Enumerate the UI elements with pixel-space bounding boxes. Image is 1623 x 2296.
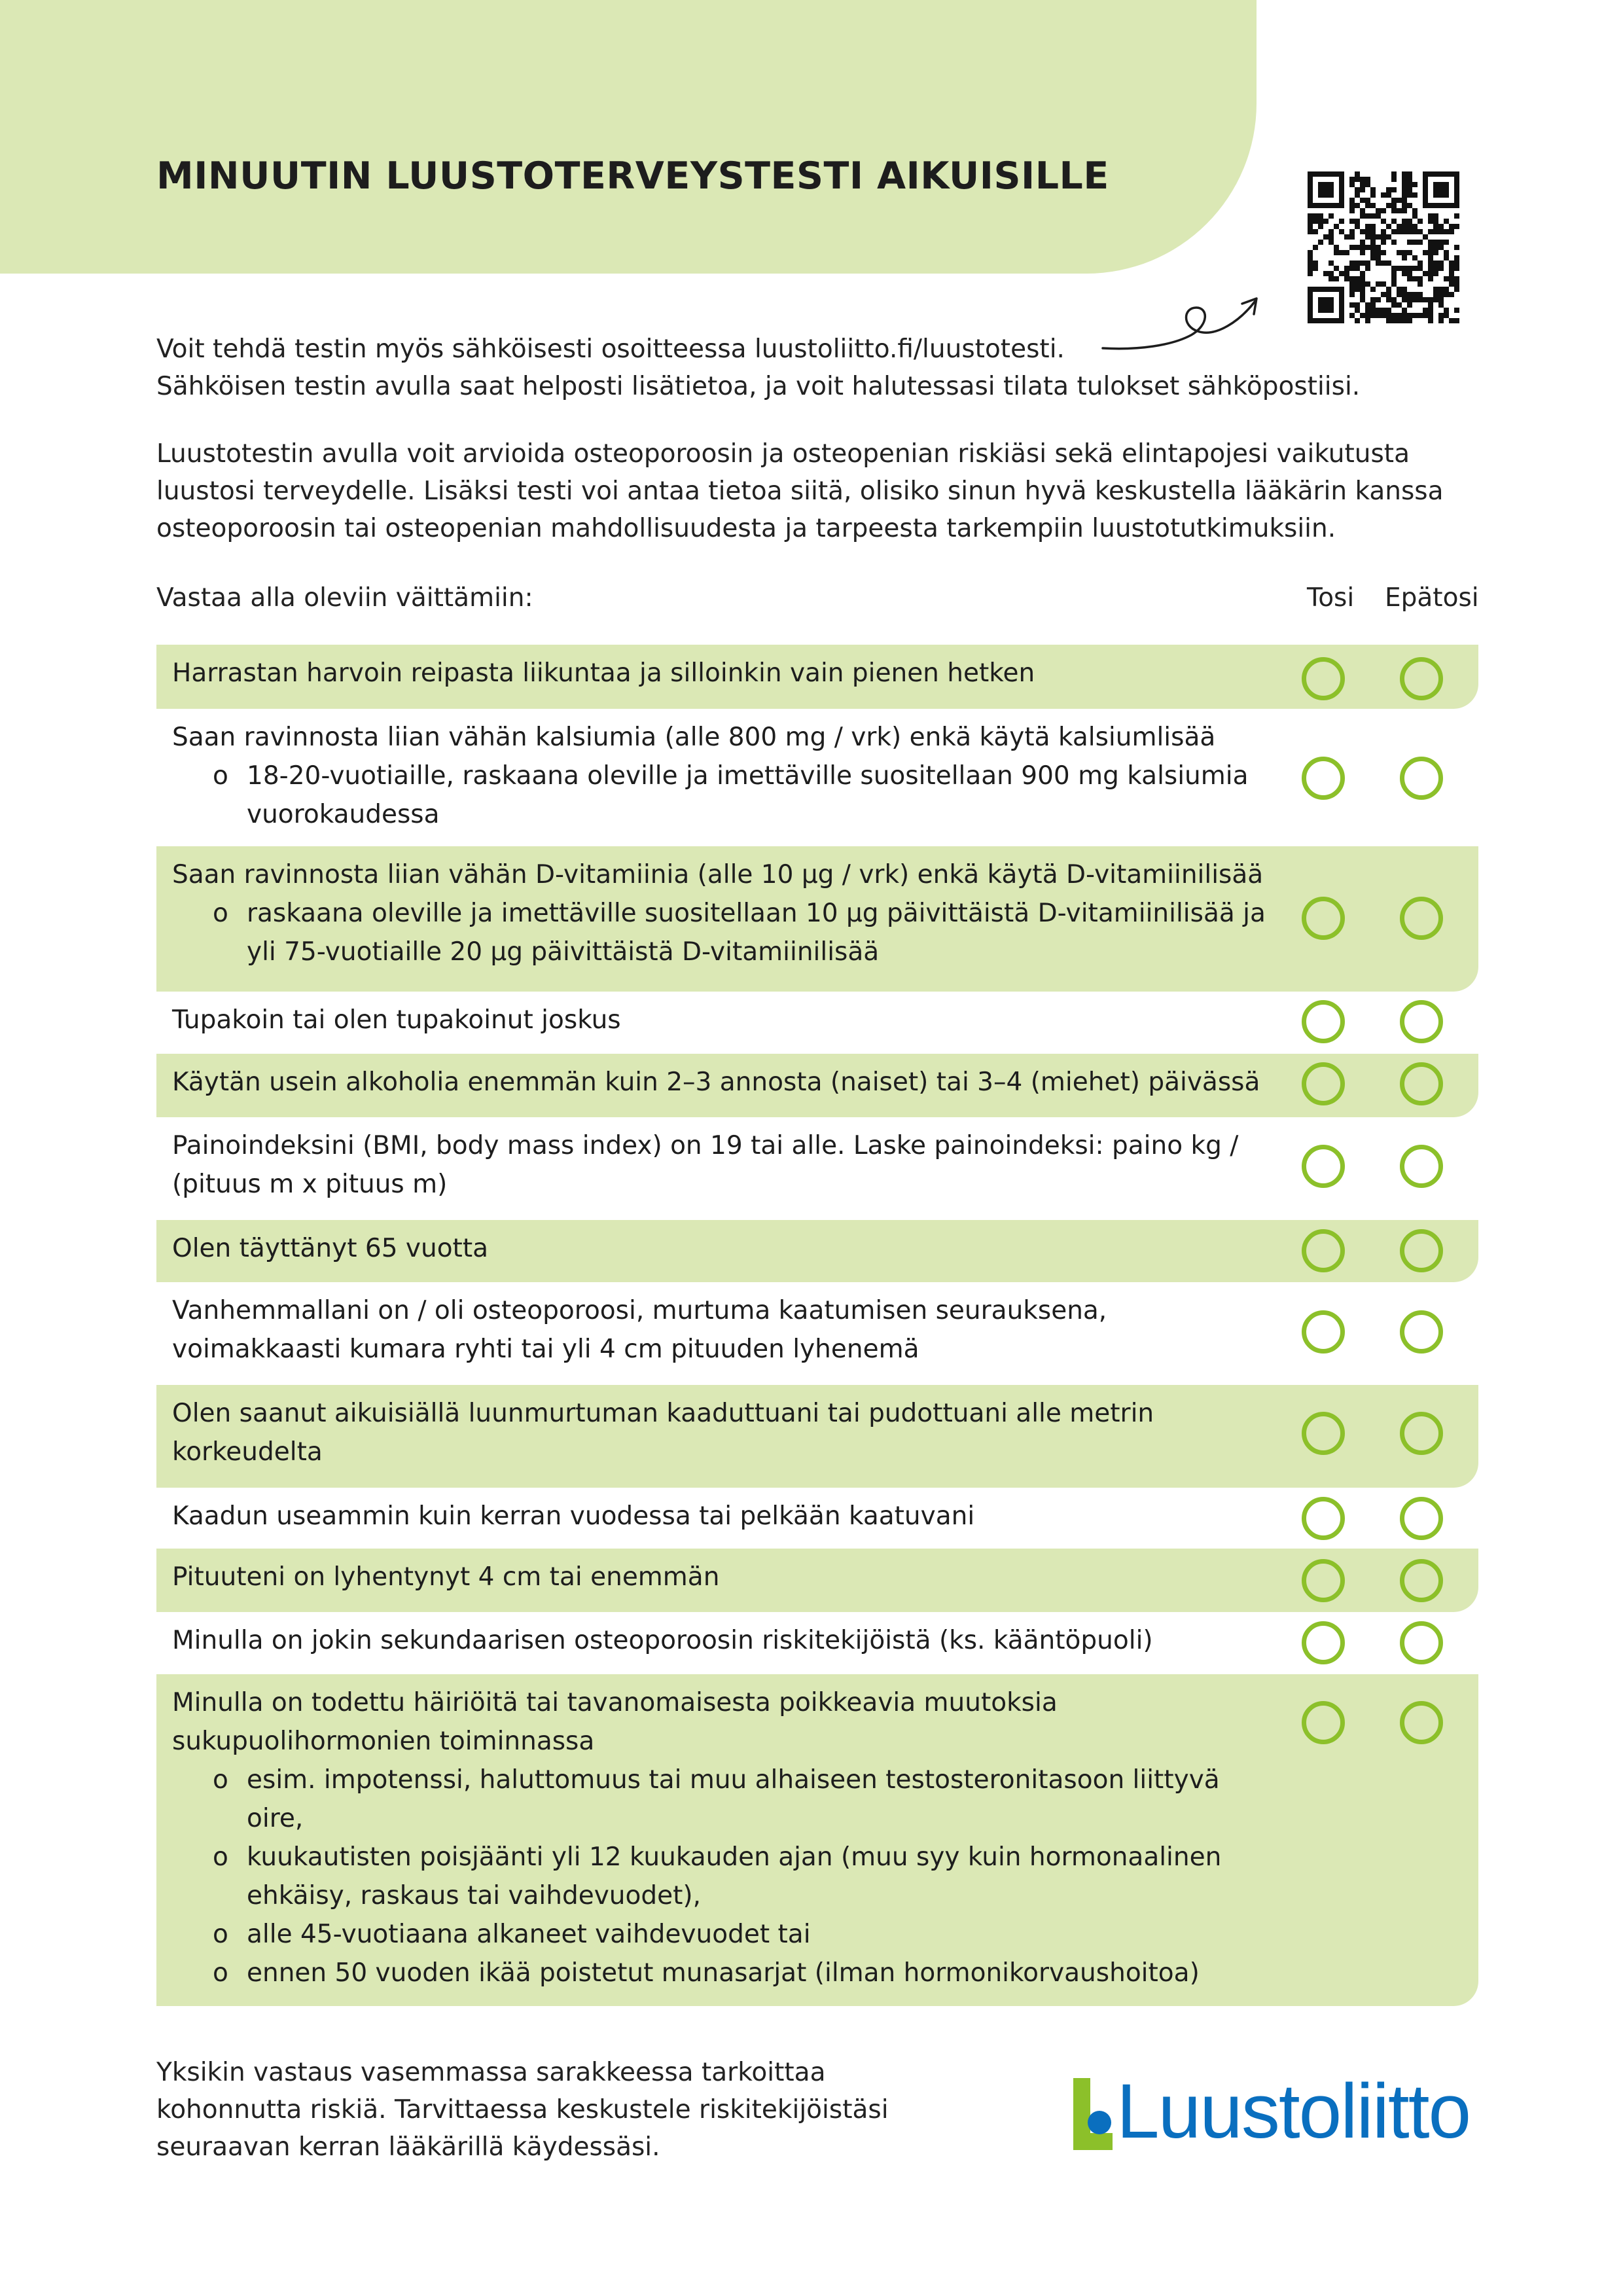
intro-line: Voit tehdä testin myös sähköisesti osoitteessa luustoliitto.fi/luustotesti. — [156, 334, 1065, 364]
question-row — [156, 1612, 1478, 1674]
logo-text: Luustoliitto — [1116, 2068, 1471, 2155]
question-row — [156, 1117, 1478, 1220]
logo-mark-icon — [1073, 2078, 1116, 2150]
intro-text — [156, 331, 1360, 405]
page-title: MINUUTIN LUUSTOTERVEYSTESTI AIKUISILLE — [156, 154, 1109, 198]
question-line: Olen saanut aikuisiällä luunmurtuman kaaduttuani tai pudottuani alle metrin — [172, 1399, 1154, 1428]
question-line: Saan ravinnosta liian vähän D-vitamiinia (alle 10 µg / vrk) enkä käytä D-vitamiinilisää — [172, 860, 1264, 889]
question-line: Painoindeksini (BMI, body mass index) on 19 tai alle. Laske painoindeksi: paino kg / — [172, 1131, 1239, 1160]
question-row — [156, 846, 1478, 992]
question-bullet-line — [172, 1954, 1221, 1992]
bullet-marker: o — [213, 899, 228, 928]
radio-false[interactable] — [1400, 1310, 1443, 1354]
question-line: sukupuolihormonien toiminnassa — [172, 1727, 595, 1756]
radio-false[interactable] — [1400, 1145, 1443, 1188]
radio-false[interactable] — [1400, 1621, 1443, 1664]
header-background — [0, 0, 1257, 274]
footer-line: seuraavan kerran lääkärillä käydessäsi. — [156, 2132, 660, 2162]
radio-true[interactable] — [1302, 1062, 1345, 1105]
radio-true[interactable] — [1302, 1559, 1345, 1602]
question-row — [156, 1549, 1478, 1612]
radio-false[interactable] — [1400, 897, 1443, 940]
question-text — [172, 1683, 1221, 1992]
bullet-text: 18-20-vuotiaille, raskaana oleville ja imettäville suositellaan 900 mg kalsiumia — [247, 761, 1249, 791]
luustoliitto-logo — [1073, 2068, 1479, 2157]
bullet-text: alle 45-vuotiaana alkaneet vaihdevuodet tai — [247, 1920, 811, 1949]
radio-false[interactable] — [1400, 1412, 1443, 1455]
question-bullet-line: ehkäisy, raskaus tai vaihdevuodet), — [247, 1881, 702, 1910]
instruction-text: Vastaa alla oleviin väittämiin: — [156, 583, 533, 613]
radio-true[interactable] — [1302, 1621, 1345, 1664]
question-text — [172, 1497, 974, 1535]
bullet-marker: o — [213, 1958, 228, 1988]
question-bullet-line — [172, 1761, 1221, 1799]
question-line: Tupakoin tai olen tupakoinut joskus — [172, 1005, 621, 1035]
question-bullet-line — [172, 1915, 1221, 1954]
question-row — [156, 1674, 1478, 2006]
radio-false[interactable] — [1400, 1062, 1443, 1105]
bullet-marker: o — [213, 1920, 228, 1949]
radio-true[interactable] — [1302, 1412, 1345, 1455]
question-row — [156, 1282, 1478, 1385]
radio-false[interactable] — [1400, 657, 1443, 700]
radio-true[interactable] — [1302, 1000, 1345, 1043]
question-text — [172, 1001, 621, 1039]
question-text — [172, 1291, 1107, 1369]
question-row — [156, 1385, 1478, 1488]
bullet-text: kuukautisten poisjäänti yli 12 kuukauden ajan (muu syy kuin hormonaalinen — [247, 1842, 1222, 1872]
question-text — [172, 1621, 1153, 1660]
question-text — [172, 1558, 719, 1596]
question-line: Vanhemmallani on / oli osteoporoosi, murtuma kaatumisen seurauksena, — [172, 1296, 1107, 1325]
question-row — [156, 1220, 1478, 1282]
question-row — [156, 1054, 1478, 1117]
question-row — [156, 709, 1478, 846]
radio-true[interactable] — [1302, 1229, 1345, 1272]
footer-text — [156, 2054, 889, 2166]
qr-code[interactable] — [1308, 171, 1459, 323]
radio-true[interactable] — [1302, 1145, 1345, 1188]
description-line: Luustotestin avulla voit arvioida osteoporoosin ja osteopenian riskiäsi sekä elintapojesi vaikutusta — [156, 439, 1410, 469]
radio-true[interactable] — [1302, 1701, 1345, 1744]
question-line: voimakkaasti kumara ryhti tai yli 4 cm pituuden lyhenemä — [172, 1335, 919, 1364]
question-row — [156, 645, 1478, 709]
question-line: Minulla on jokin sekundaarisen osteoporoosin riskitekijöistä (ks. kääntöpuoli) — [172, 1626, 1153, 1655]
question-text — [172, 718, 1249, 834]
question-line: korkeudelta — [172, 1437, 323, 1467]
radio-false[interactable] — [1400, 1701, 1443, 1744]
question-bullet-line — [172, 894, 1266, 933]
description-line: osteoporoosin tai osteopenian mahdollisuudesta ja tarpeesta tarkempiin luustotutkimuksiin. — [156, 514, 1336, 543]
question-line: Olen täyttänyt 65 vuotta — [172, 1234, 489, 1263]
question-bullet-line — [172, 757, 1249, 795]
question-text — [172, 1063, 1260, 1102]
question-line: Saan ravinnosta liian vähän kalsiumia (alle 800 mg / vrk) enkä käytä kalsiumlisää — [172, 723, 1216, 752]
question-text — [172, 654, 1035, 692]
question-line: Minulla on todettu häiriöitä tai tavanomaisesta poikkeavia muutoksia — [172, 1688, 1058, 1717]
bullet-marker: o — [213, 761, 228, 791]
bullet-text: esim. impotenssi, haluttomuus tai muu alhaiseen testosteronitasoon liittyvä — [247, 1765, 1220, 1795]
radio-false[interactable] — [1400, 1229, 1443, 1272]
description-text — [156, 435, 1444, 547]
footer-line: Yksikin vastaus vasemmassa sarakkeessa tarkoittaa — [156, 2058, 826, 2087]
radio-false[interactable] — [1400, 1559, 1443, 1602]
question-text — [172, 1394, 1154, 1471]
question-line: Harrastan harvoin reipasta liikuntaa ja silloinkin vain pienen hetken — [172, 658, 1035, 688]
radio-true[interactable] — [1302, 1497, 1345, 1540]
description-line: luustosi terveydelle. Lisäksi testi voi antaa tietoa siitä, olisiko sinun hyvä keskustella lääkärin kanssa — [156, 476, 1444, 506]
bullet-text: ennen 50 vuoden ikää poistetut munasarjat (ilman hormonikorvaushoitoa) — [247, 1958, 1200, 1988]
question-line: Pituuteni on lyhentynyt 4 cm tai enemmän — [172, 1562, 720, 1592]
radio-true[interactable] — [1302, 657, 1345, 700]
radio-false[interactable] — [1400, 1497, 1443, 1540]
question-text — [172, 855, 1266, 971]
radio-true[interactable] — [1302, 757, 1345, 800]
bullet-text: raskaana oleville ja imettäville suositellaan 10 µg päivittäistä D-vitamiinilisää ja — [247, 899, 1266, 928]
question-bullet-line — [172, 1838, 1221, 1876]
question-bullet-line: oire, — [247, 1804, 304, 1833]
column-header-false: Epätosi — [1385, 583, 1479, 613]
question-row — [156, 1488, 1478, 1549]
radio-false[interactable] — [1400, 757, 1443, 800]
question-line: (pituus m x pituus m) — [172, 1170, 448, 1199]
radio-true[interactable] — [1302, 1310, 1345, 1354]
footer-line: kohonnutta riskiä. Tarvittaessa keskustele riskitekijöistäsi — [156, 2095, 889, 2125]
intro-line: Sähköisen testin avulla saat helposti lisätietoa, ja voit halutessasi tilata tulokset sähköpostiisi. — [156, 372, 1361, 401]
question-text — [172, 1126, 1238, 1204]
radio-false[interactable] — [1400, 1000, 1443, 1043]
bullet-marker: o — [213, 1842, 228, 1872]
question-line: Kaadun useammin kuin kerran vuodessa tai pelkään kaatuvani — [172, 1501, 975, 1531]
question-bullet-line: yli 75-vuotiaille 20 µg päivittäistä D-vitamiinilisää — [247, 937, 880, 967]
question-text — [172, 1229, 488, 1268]
question-row — [156, 992, 1478, 1054]
bullet-marker: o — [213, 1765, 228, 1795]
column-header-true: Tosi — [1307, 583, 1355, 613]
radio-true[interactable] — [1302, 897, 1345, 940]
question-bullet-line: vuorokaudessa — [247, 800, 440, 829]
question-line: Käytän usein alkoholia enemmän kuin 2–3 annosta (naiset) tai 3–4 (miehet) päivässä — [172, 1067, 1260, 1097]
